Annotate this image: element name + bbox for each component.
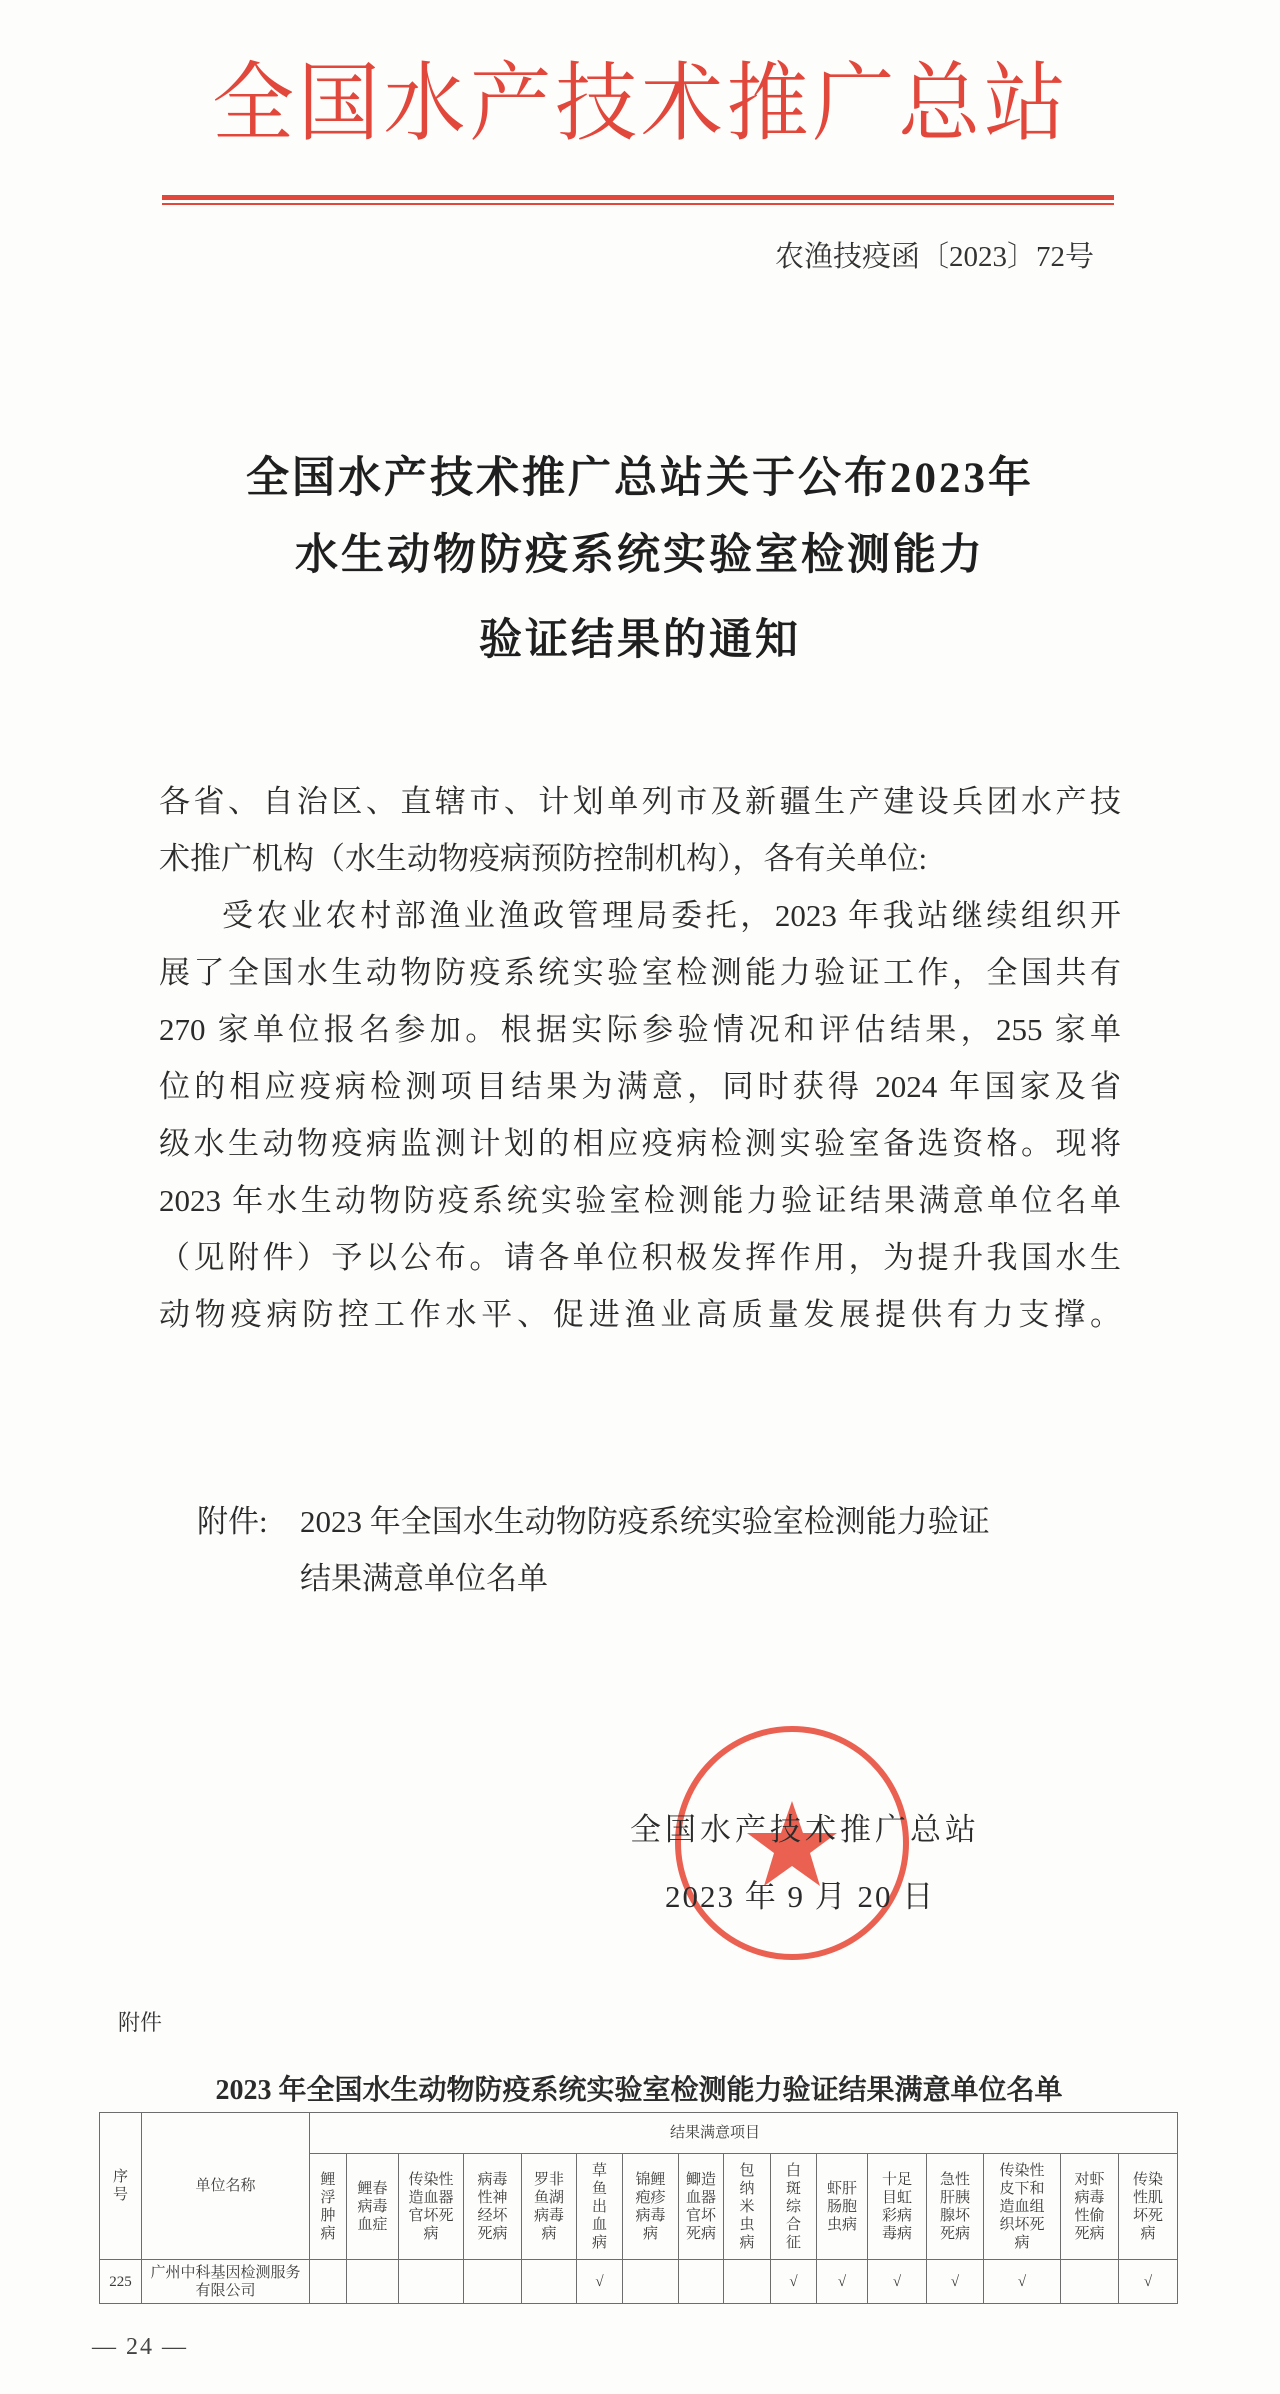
- disease-column-header: 锦鲤 疱疹 病毒 病: [623, 2154, 679, 2260]
- satisfied-check-mark: √: [1119, 2260, 1178, 2304]
- empty-result-cell: [724, 2260, 771, 2304]
- disease-column-header: 白 斑 综 合 征: [771, 2154, 817, 2260]
- disease-column-header: 传染 性肌 坏死 病: [1119, 2154, 1178, 2260]
- document-number: 农渔技疫函〔2023〕72号: [774, 241, 1094, 273]
- empty-result-cell: [399, 2260, 464, 2304]
- attachment-title-line-1: 2023 年全国水生动物防疫系统实验室检测能力验证: [300, 1504, 990, 1539]
- satisfied-check-mark: √: [927, 2260, 984, 2304]
- attachment-label: 附件:: [197, 1504, 268, 1539]
- disease-column-header: 急性 肝胰 腺坏 死病: [927, 2154, 984, 2260]
- row-number: 225: [100, 2260, 142, 2304]
- letterhead-divider-thin: [162, 203, 1114, 205]
- body-line: 2023 年水生动物防疫系统实验室检测能力验证结果满意单位名单: [159, 1183, 1121, 1218]
- table-row: [100, 2260, 1178, 2304]
- annex-table-title: 2023 年全国水生动物防疫系统实验室检测能力验证结果满意单位名单: [215, 2075, 1063, 2106]
- empty-result-cell: [310, 2260, 347, 2304]
- table-body: [100, 2260, 1178, 2304]
- signing-organization: 全国水产技术推广总站: [630, 1812, 980, 1847]
- empty-result-cell: [1061, 2260, 1119, 2304]
- notice-title-line-2: 水生动物防疫系统实验室检测能力: [295, 532, 985, 579]
- disease-column-header: 传染性 造血器 官坏死 病: [399, 2154, 464, 2260]
- organization-letterhead-title: 全国水产技术推广总站: [212, 55, 1068, 152]
- column-group-header: 结果满意项目: [310, 2113, 1178, 2154]
- empty-result-cell: [623, 2260, 679, 2304]
- body-line: 级水生动物疫病监测计划的相应疫病检测实验室备选资格。现将: [159, 1126, 1121, 1161]
- satisfied-check-mark: √: [771, 2260, 817, 2304]
- disease-column-header: 传染性 皮下和 造血组 织坏死 病: [984, 2154, 1061, 2260]
- attachment-title-line-2: 结果满意单位名单: [300, 1561, 548, 1596]
- column-header-unit-name: 单位名称: [142, 2113, 310, 2260]
- disease-column-header: 十足 目虹 彩病 毒病: [868, 2154, 927, 2260]
- disease-column-header: 罗非 鱼湖 病毒 病: [522, 2154, 577, 2260]
- satisfied-check-mark: √: [817, 2260, 868, 2304]
- disease-column-header: 包 纳 米 虫 病: [724, 2154, 771, 2260]
- body-line: （见附件）予以公布。请各单位积极发挥作用，为提升我国水生: [159, 1240, 1121, 1275]
- empty-result-cell: [522, 2260, 577, 2304]
- satisfied-check-mark: √: [868, 2260, 927, 2304]
- signing-date: 2023 年 9 月 20 日: [665, 1879, 936, 1914]
- column-header-no: 序 号: [100, 2113, 142, 2260]
- page-number: — 24 —: [92, 2334, 188, 2360]
- satisfied-check-mark: √: [984, 2260, 1061, 2304]
- empty-result-cell: [679, 2260, 724, 2304]
- empty-result-cell: [347, 2260, 399, 2304]
- body-line: 受农业农村部渔业渔政管理局委托，2023 年我站继续组织开: [222, 898, 1121, 933]
- satisfied-check-mark: √: [577, 2260, 623, 2304]
- table-header-row: [100, 2113, 1178, 2154]
- body-line: 位的相应疫病检测项目结果为满意，同时获得 2024 年国家及省: [159, 1069, 1121, 1104]
- disease-column-header: 鲤 浮 肿 病: [310, 2154, 347, 2260]
- body-line: 术推广机构（水生动物疫病预防控制机构），各有关单位:: [159, 841, 928, 876]
- disease-column-header: 草 鱼 出 血 病: [577, 2154, 623, 2260]
- body-line: 动物疫病防控工作水平、促进渔业高质量发展提供有力支撑。: [159, 1297, 1121, 1332]
- disease-column-header: 对虾 病毒 性偷 死病: [1061, 2154, 1119, 2260]
- annex-label: 附件: [118, 2010, 163, 2035]
- body-line: 各省、自治区、直辖市、计划单列市及新疆生产建设兵团水产技: [159, 784, 1121, 819]
- disease-column-header: 虾肝 肠胞 虫病: [817, 2154, 868, 2260]
- notice-title-line-1: 全国水产技术推广总站关于公布2023年: [246, 455, 1034, 502]
- disease-column-header: 病毒 性神 经坏 死病: [464, 2154, 522, 2260]
- disease-column-header: 鲫造 血器 官坏 死病: [679, 2154, 724, 2260]
- body-line: 展了全国水生动物防疫系统实验室检测能力验证工作，全国共有: [159, 955, 1121, 990]
- empty-result-cell: [464, 2260, 522, 2304]
- letterhead-divider-thick: [162, 195, 1114, 200]
- results-table: [99, 2112, 1178, 2304]
- notice-title-line-3: 验证结果的通知: [479, 617, 801, 664]
- disease-column-header: 鲤春 病毒 血症: [347, 2154, 399, 2260]
- unit-name: 广州中科基因检测服务 有限公司: [142, 2260, 310, 2304]
- body-line: 270 家单位报名参加。根据实际参验情况和评估结果，255 家单: [159, 1012, 1121, 1047]
